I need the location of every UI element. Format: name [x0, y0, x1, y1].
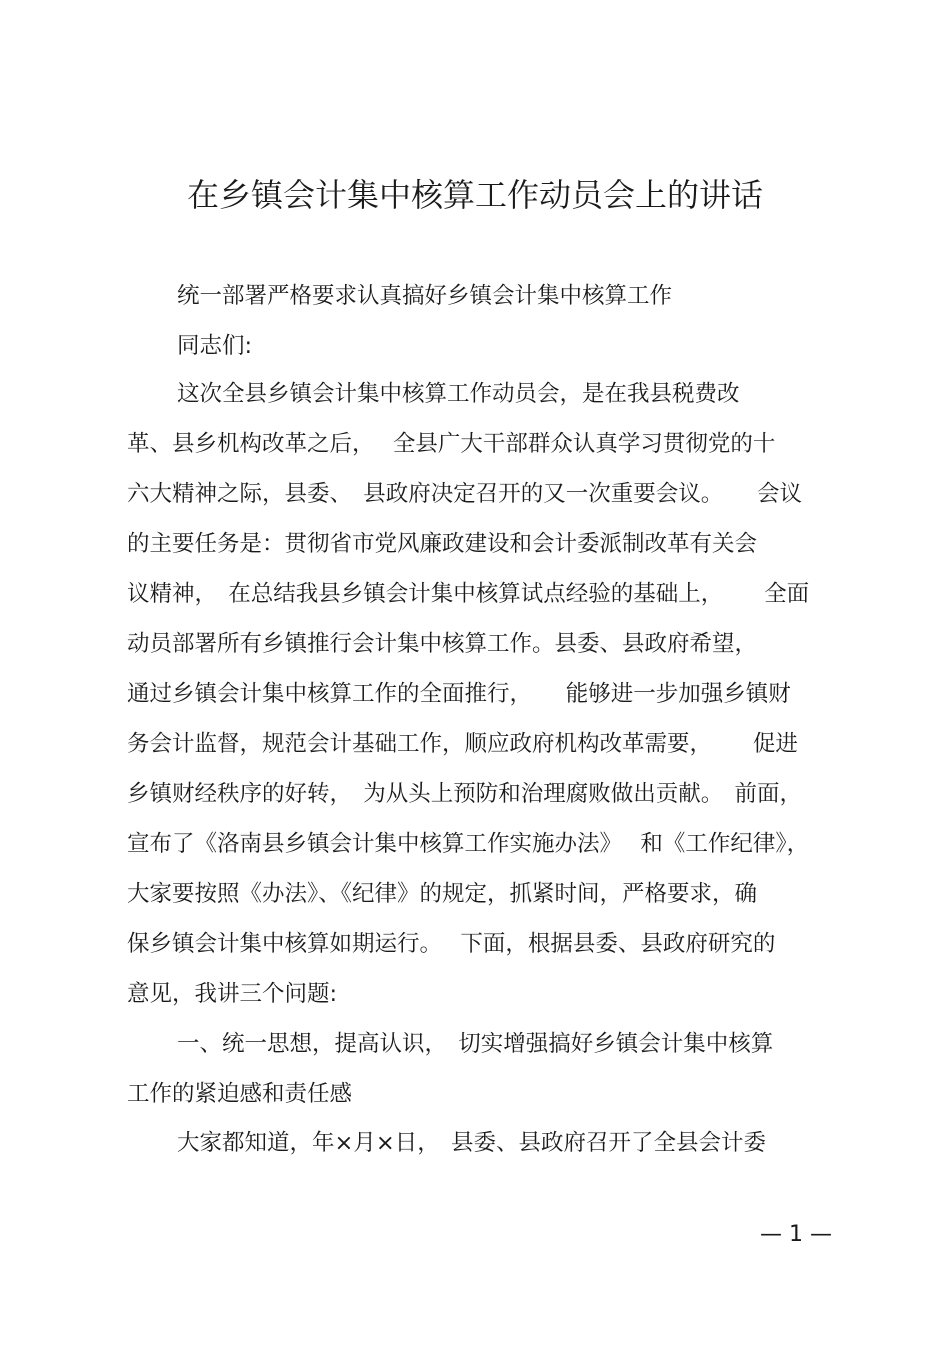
body-line: 动员部署所有乡镇推行会计集中核算工作。县委、县政府希望，: [127, 631, 758, 657]
body-line: 通过乡镇会计集中核算工作的全面推行， 能够进一步加强乡镇财: [127, 681, 791, 707]
body-line: 议精神， 在总结我县乡镇会计集中核算试点经验的基础上， 全面: [127, 581, 810, 607]
body-line: 大家要按照《办法》、《纪律》的规定，抓紧时间，严格要求，确: [127, 881, 758, 907]
body-line: 保乡镇会计集中核算如期运行。 下面，根据县委、县政府研究的: [127, 931, 776, 957]
body-line: 六大精神之际，县委、 县政府决定召开的又一次重要会议。 会议: [127, 481, 803, 507]
body-line: 乡镇财经秩序的好转， 为从头上预防和治理腐败做出贡献。 前面，: [127, 781, 803, 807]
document-title: 在乡镇会计集中核算工作动员会上的讲话: [186, 176, 763, 214]
body-line: 宣布了《洛南县乡镇会计集中核算工作实施办法》 和《工作纪律》，: [127, 831, 810, 857]
body-line: 的主要任务是：贯彻省市党风廉政建设和会计委派制改革有关会: [127, 531, 758, 557]
page-number: — 1 —: [760, 1222, 832, 1247]
section-heading-line: 工作的紧迫感和责任感: [127, 1081, 353, 1107]
body-line: 革、县乡机构改革之后， 全县广大干部群众认真学习贯彻党的十: [127, 431, 776, 457]
section-heading-line: 一、统一思想，提高认识， 切实增强搞好乡镇会计集中核算: [177, 1031, 774, 1057]
subtitle-line: 统一部署严格要求认真搞好乡镇会计集中核算工作: [177, 283, 673, 309]
salutation-line: 同志们:: [177, 333, 253, 359]
body-line: 这次全县乡镇会计集中核算工作动员会，是在我县税费改: [177, 381, 740, 407]
body-line: 务会计监督，规范会计基础工作，顺应政府机构改革需要， 促进: [127, 731, 798, 757]
body-line: 意见，我讲三个问题:: [127, 981, 338, 1007]
body-line: 大家都知道，年×月×日， 县委、县政府召开了全县会计委: [177, 1130, 766, 1156]
